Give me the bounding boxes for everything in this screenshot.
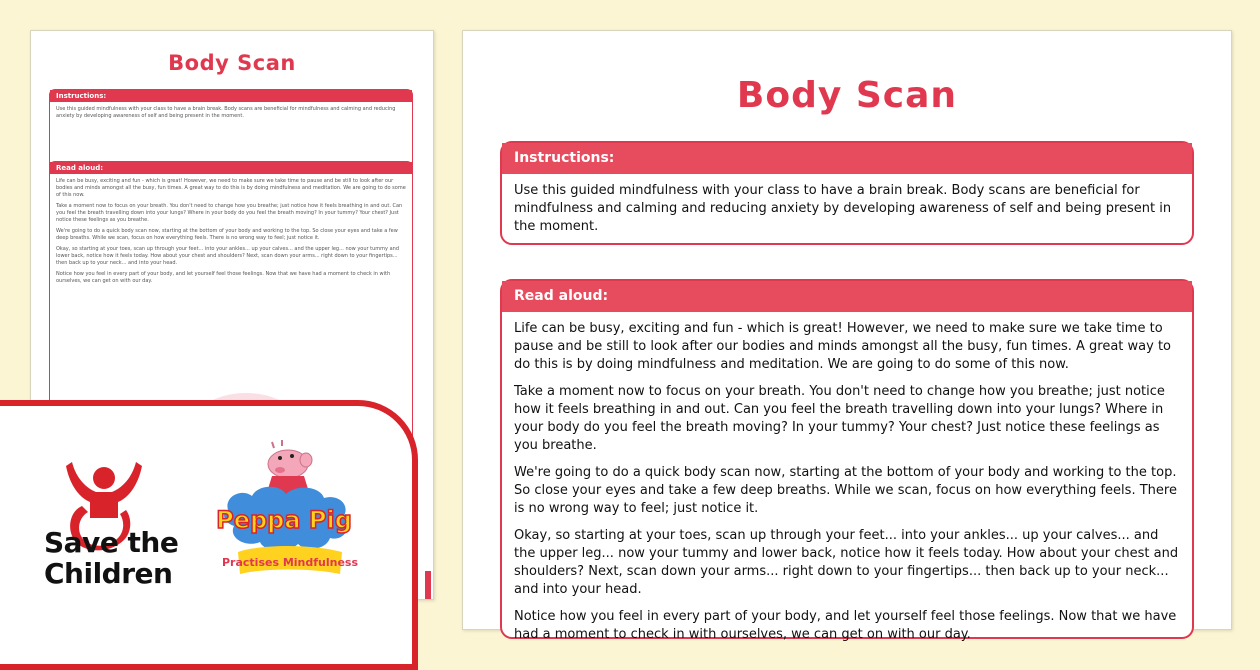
- read-aloud-box: [500, 279, 1194, 642]
- page-title: Body Scan: [736, 75, 958, 116]
- thumbnail-side-tab: [425, 571, 431, 599]
- peppa-pig-mindfulness-logo-icon: [216, 440, 362, 590]
- instructions-box: [500, 141, 1194, 245]
- instructions-text: Use this guided mindfulness with your class to have a brain break. Body scans are beneficial for mindfulness and calming and reducing anxiety by developing awareness of self and being present in the moment.: [514, 183, 1172, 234]
- thumbnail-paragraph: Take a moment now to focus on your breath. You don't need to change how you breathe; just notice how it feels breathing in and out. Can you feel the breath travelling down into your lungs? Where in your body do you feel the breath moving? In your tummy? Your chest? Just notice these feelings as you breathe.: [56, 203, 403, 223]
- save-the-children-wordmark: [44, 527, 178, 589]
- thumbnail-paragraph: We're going to do a quick body scan now, starting at the bottom of your body and working to the top. So close your eyes and take a few deep breaths. While we scan, focus on how everything feels. There is no wrong way to feel; just notice it.: [56, 228, 398, 241]
- read-aloud-heading: Read aloud:: [502, 281, 1192, 312]
- stc-line-1: Save the: [44, 526, 179, 559]
- thumbnail-read-aloud-heading: Read aloud:: [50, 162, 412, 174]
- thumbnail-title: Body Scan: [168, 51, 296, 75]
- stc-line-2: Children: [44, 557, 173, 590]
- instructions-heading: Instructions:: [502, 143, 1192, 174]
- read-aloud-paragraph: Okay, so starting at your toes, scan up through your feet... into your ankles... up your calves... and the upper leg... now your tummy and lower back, notice how it feels today. How about your chest and shoulders? Next, scan down your arms... right down to your fingertips... then back up to your neck... and into your head.: [514, 528, 1179, 597]
- read-aloud-paragraph: We're going to do a quick body scan now, starting at the bottom of your body and working to the top. So close your eyes and take a few deep breaths. While we scan, focus on how everything feels. There is no wrong way to feel; just notice it.: [514, 465, 1177, 516]
- thumbnail-instructions-text: Use this guided mindfulness with your class to have a brain break. Body scans are beneficial for mindfulness and calming and reducing anxiety by developing awareness of self and being present in the moment.: [56, 106, 396, 119]
- thumbnail-instructions-box: [49, 89, 413, 171]
- read-aloud-paragraph: Notice how you feel in every part of your body, and let yourself feel those feelings. Now that we have had a moment to check in with ourselves, we can get on with our day.: [514, 609, 1177, 642]
- thumbnail-instructions-heading: Instructions:: [50, 90, 412, 102]
- main-page: [462, 30, 1232, 642]
- thumbnail-paragraph: Notice how you feel in every part of your body, and let yourself feel those feelings. Now that we have had a moment to check in with ourselves, we can get on with our day.: [56, 271, 391, 284]
- thumbnail-paragraph: Okay, so starting at your toes, scan up through your feet... into your ankles... up your calves... and the upper leg... now your tummy and lower back, notice how it feels today. How about your chest and shoulders? Next, scan down your arms... right down to your fingertips... then back up to your neck... and into your head.: [56, 246, 400, 266]
- read-aloud-paragraph: Take a moment now to focus on your breath. You don't need to change how you breathe; just notice how it feels breathing in and out. Can you feel the breath travelling down into your lungs? Where in your body do you feel the breath moving? In your tummy? Your chest? Just notice these feelings as you breathe.: [514, 384, 1165, 453]
- peppa-name-text: Peppa Pig: [216, 506, 352, 534]
- read-aloud-paragraph: Life can be busy, exciting and fun - which is great! However, we need to make sure we take time to pause and be still to look after our bodies and minds amongst all the busy, fun times. A great way to do this is by doing mindfulness and meditation. We are going to do some of this now.: [514, 321, 1172, 372]
- peppa-tagline-text: Practises Mindfulness: [221, 556, 359, 569]
- thumbnail-paragraph: Life can be busy, exciting and fun - which is great! However, we need to make sure we take time to pause and be still to look after our bodies and minds amongst all the busy, fun times. A great way to do this is by doing mindfulness and meditation. We are going to do some of this now.: [56, 178, 406, 198]
